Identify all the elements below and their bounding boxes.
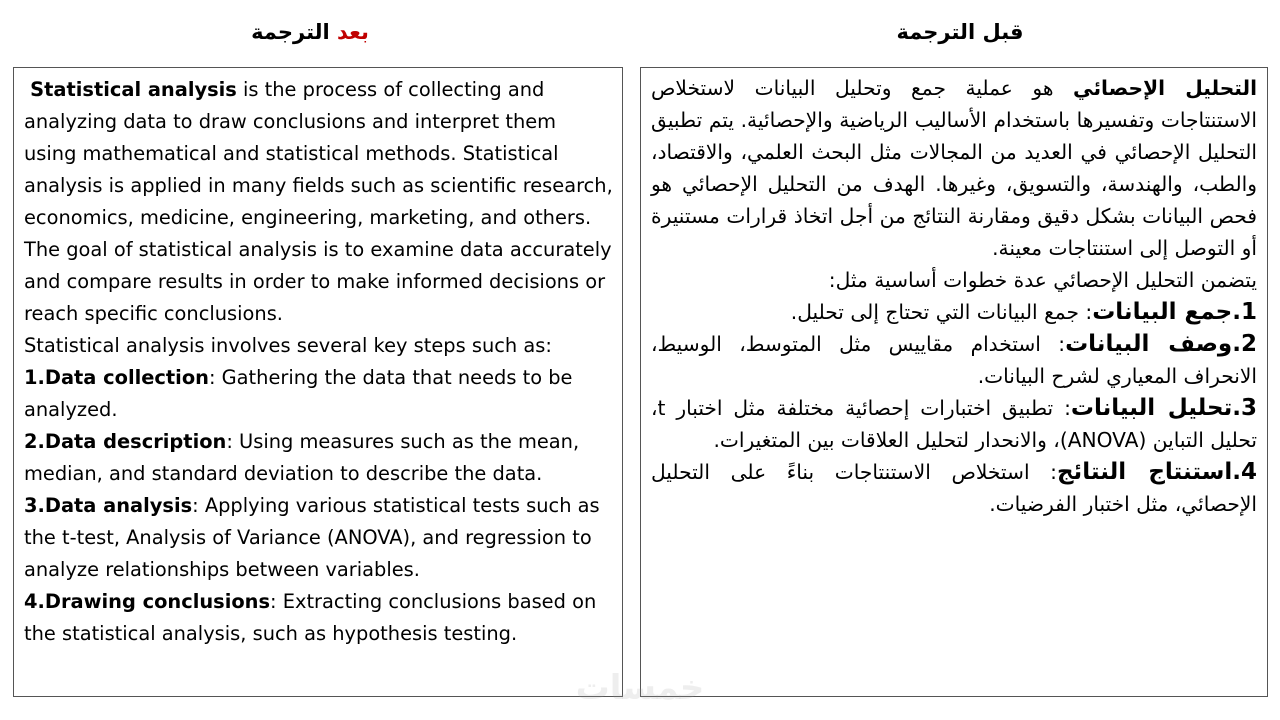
step-number: 1. — [24, 366, 45, 389]
step-text: : تطبيق اختبارات إحصائية مختلفة مثل اختبار t، تحليل التباين (ANOVA)، والانحدار لتحليل العلاقات بين المتغيرات. — [651, 396, 1257, 452]
step-text: : Extracting conclusions based on the statistical analysis, such as hypothesis testing. — [24, 590, 597, 645]
arabic-text-panel — [640, 67, 1268, 697]
step-title: Drawing conclusions — [44, 590, 271, 613]
english-step-1 — [24, 362, 614, 426]
step-number: 3. — [24, 494, 45, 517]
step-number: 2. — [1232, 331, 1257, 357]
step-title: تحليل البيانات — [1070, 395, 1233, 421]
arabic-steps-intro: يتضمن التحليل الإحصائي عدة خطوات أساسية مثل: — [828, 268, 1257, 292]
step-text: : جمع البيانات التي تحتاج إلى تحليل. — [790, 300, 1093, 324]
step-text: : Gathering the data that needs to be analyzed. — [24, 366, 573, 421]
translation-word: الترجمة — [251, 20, 338, 44]
after-translation-heading — [150, 14, 470, 50]
step-title: Data analysis — [44, 494, 193, 517]
before-translation-heading: قبل الترجمة — [896, 20, 1024, 44]
arabic-step-2 — [651, 328, 1257, 392]
english-intro-term: Statistical analysis — [30, 78, 237, 101]
step-title: Data collection — [44, 366, 209, 389]
english-steps-intro: Statistical analysis involves several key steps such as: — [24, 334, 552, 357]
arabic-step-3 — [651, 392, 1257, 456]
english-intro-text: is the process of collecting and analyzing data to draw conclusions and interpret them using mathematical and statistical methods. Statistical analysis is applied in many fields such as scientific research, economics, medicine, engineering, marketing, and others. The goal of statistical analysis is to examine data accurately and compare results in order to make informed decisions or reach specific conclusions. — [24, 78, 613, 325]
step-title: جمع البيانات — [1092, 299, 1233, 325]
step-text: : Applying various statistical tests such as the t-test, Analysis of Variance (ANOVA), and regression to analyze relationships between variables. — [24, 494, 600, 581]
english-intro-paragraph — [24, 74, 614, 330]
english-step-3 — [24, 490, 614, 586]
step-number: 3. — [1232, 395, 1257, 421]
english-step-2 — [24, 426, 614, 490]
arabic-step-1 — [651, 296, 1257, 328]
step-number: 4. — [1232, 459, 1257, 485]
step-number: 4. — [24, 590, 45, 613]
arabic-step-4 — [651, 456, 1257, 520]
step-number: 1. — [1232, 299, 1257, 325]
after-word: بعد — [337, 20, 369, 44]
step-title: Data description — [44, 430, 227, 453]
english-step-4 — [24, 586, 614, 650]
step-text: : استخلاص الاستنتاجات بناءً على التحليل الإحصائي، مثل اختبار الفرضيات. — [651, 460, 1257, 516]
step-title: وصف البيانات — [1065, 331, 1233, 357]
step-number: 2. — [24, 430, 45, 453]
watermark-logo: خمسات — [575, 668, 705, 708]
arabic-intro-paragraph — [651, 72, 1257, 264]
arabic-intro-text: هو عملية جمع وتحليل البيانات لاستخلاص الاستنتاجات وتفسيرها باستخدام الأساليب الرياضية والإحصائية. يتم تطبيق التحليل الإحصائي في العديد من المجالات مثل البحث العلمي، والاقتصاد، والطب، والهندسة، والتسويق، وغيرها. الهدف من التحليل الإحصائي هو فحص البيانات بشكل دقيق ومقارنة النتائج من أجل اتخاذ قرارات مستنيرة أو التوصل إلى استنتاجات معينة. — [651, 76, 1257, 260]
arabic-intro-term: التحليل الإحصائي — [1073, 76, 1257, 100]
step-text: : استخدام مقاييس مثل المتوسط، الوسيط، الانحراف المعياري لشرح البيانات. — [651, 332, 1257, 388]
step-title: استنتاج النتائج — [1056, 459, 1233, 485]
step-text: : Using measures such as the mean, median, and standard deviation to describe the data. — [24, 430, 580, 485]
english-text-panel — [13, 67, 623, 697]
